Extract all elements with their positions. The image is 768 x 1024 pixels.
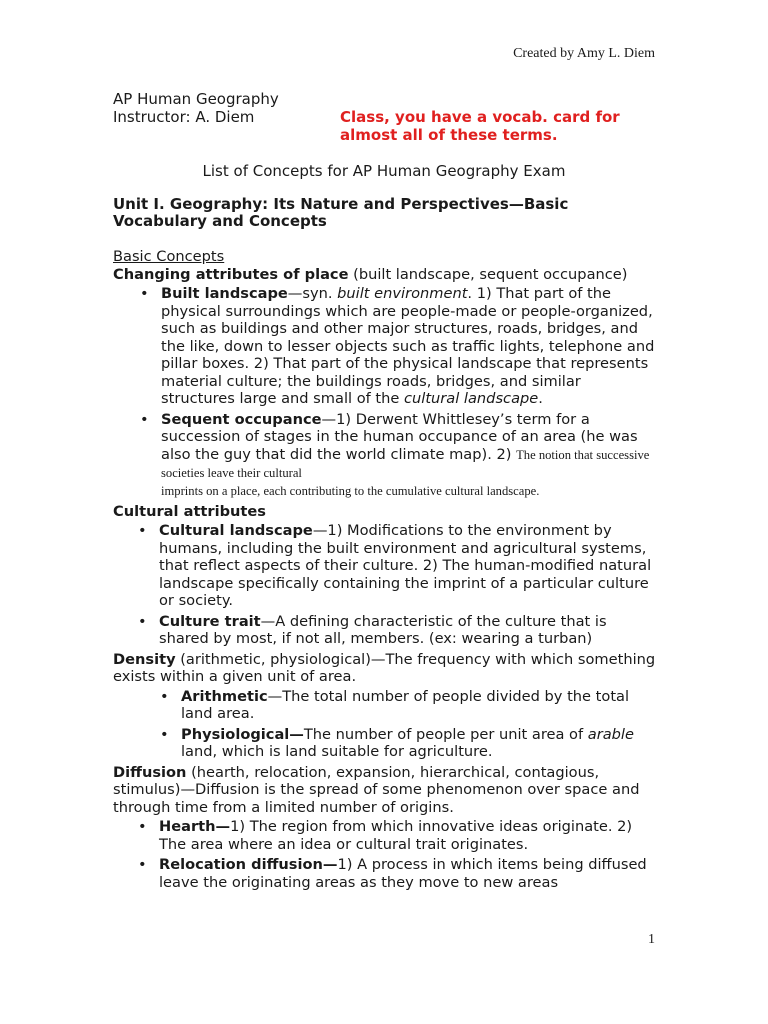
instructor-name: Instructor: A. Diem xyxy=(113,108,255,126)
list-item-hearth xyxy=(138,818,658,853)
bullet-icon: • xyxy=(138,856,147,873)
cultural-attributes-list xyxy=(138,522,658,648)
bullet-icon: • xyxy=(138,612,147,630)
list-item-physiological xyxy=(160,725,658,761)
list-item-relocation-diffusion xyxy=(138,856,658,891)
density-list xyxy=(160,687,658,761)
course-block xyxy=(113,90,279,126)
italic-term: arable xyxy=(587,725,634,743)
term: Hearth— xyxy=(159,818,231,835)
bullet-icon: • xyxy=(160,725,169,743)
synonym: built environment xyxy=(337,285,468,302)
definition-serif-2: imprints on a place, each contributing to the cumulative cultural landscape. xyxy=(161,483,540,498)
definition: —1) Modifications to the environment by humans, including the built environment and agricultural systems, that reflect aspects of their culture. 2) The human-modified natural landscape specifically containing the imprint of a particular culture or society. xyxy=(159,522,652,609)
definition: —The total number of people divided by the total land area. xyxy=(181,687,630,722)
term: Built landscape xyxy=(161,285,288,302)
section-detail: (built landscape, sequent occupance) xyxy=(348,265,628,283)
definition: 1) The region from which innovative ideas originate. 2) The area where an idea or cultural trait originates. xyxy=(159,818,633,853)
section-term: Cultural attributes xyxy=(113,502,266,520)
created-by-header: Created by Amy L. Diem xyxy=(513,46,655,61)
section-detail: (hearth, relocation, expansion, hierarchical, contagious, stimulus)—Diffusion is the spread of some phenomenon over space and through time from a limited number of origins. xyxy=(113,763,640,816)
list-item-built-landscape xyxy=(140,285,658,408)
course-title: AP Human Geography xyxy=(113,90,279,108)
note-line-1: Class, you have a vocab. card for xyxy=(340,108,620,126)
section-term: Density xyxy=(113,650,176,668)
bullet-icon: • xyxy=(140,285,149,302)
term: Culture trait xyxy=(159,612,261,630)
definition: —A defining characteristic of the culture that is shared by most, if not all, members. (ex: wearing a turban) xyxy=(159,612,607,647)
list-item-arithmetic xyxy=(160,687,658,723)
section-term: Diffusion xyxy=(113,763,187,781)
unit-heading xyxy=(113,196,593,230)
note-line-2: almost all of these terms. xyxy=(340,126,558,144)
term-dash: —syn. xyxy=(287,285,338,302)
bullet-icon: • xyxy=(138,522,147,539)
basic-concepts-heading: Basic Concepts xyxy=(113,248,225,265)
bullet-icon: • xyxy=(138,818,147,835)
diffusion-list xyxy=(138,818,658,891)
definition: —1) Derwent Whittlesey’s term for a succession of stages in the human occupance of an area (he was also the guy that did the world climate map). 2) xyxy=(161,410,638,463)
term: Relocation diffusion— xyxy=(159,856,338,873)
term: Cultural landscape xyxy=(159,522,313,539)
section-density xyxy=(113,651,658,686)
definition: . 1) That part of the physical surroundings which are people-made or people-organized, such as buildings and other major structures, roads, bridges, and the like, down to lesser objects such as traffic lights, telephone and pillar boxes. 2) That part of the physical landscape that represents material culture; the buildings roads, bridges, and similar structures large and small of the xyxy=(161,285,655,407)
section-term: Changing attributes of place xyxy=(113,265,349,283)
document-body xyxy=(113,248,658,894)
list-item-cultural-landscape xyxy=(138,522,658,610)
list-title: List of Concepts for AP Human Geography Exam xyxy=(202,162,566,180)
definition-end: land, which is land suitable for agriculture. xyxy=(181,743,493,760)
term: Arithmetic xyxy=(181,687,268,705)
section-diffusion xyxy=(113,764,658,817)
definition-serif: The notion that successive societies leave their cultural xyxy=(161,447,650,480)
unit-heading-line-1: Unit I. Geography: Its Nature and Perspectives—Basic xyxy=(113,195,569,213)
list-item-culture-trait xyxy=(138,612,658,648)
section-detail: (arithmetic, physiological)—The frequency with which something exists within a given unit of area. xyxy=(113,650,656,685)
definition-end: . xyxy=(538,390,543,407)
bullet-icon: • xyxy=(160,687,169,705)
italic-term: cultural landscape xyxy=(404,390,539,407)
unit-heading-line-2: Vocabulary and Concepts xyxy=(113,212,327,230)
term: Sequent occupance xyxy=(161,410,322,428)
definition: 1) A process in which items being diffused leave the originating areas as they move to new areas xyxy=(159,856,647,891)
section-cultural-attributes xyxy=(113,503,658,521)
bullet-icon: • xyxy=(140,410,149,428)
term: Physiological— xyxy=(181,725,304,743)
page-number: 1 xyxy=(648,932,655,947)
list-item-sequent-occupance xyxy=(140,410,658,500)
section-changing-attributes xyxy=(113,266,658,284)
definition: The number of people per unit area of xyxy=(303,725,588,743)
vocab-card-note xyxy=(340,108,620,144)
changing-attributes-list xyxy=(140,285,658,500)
